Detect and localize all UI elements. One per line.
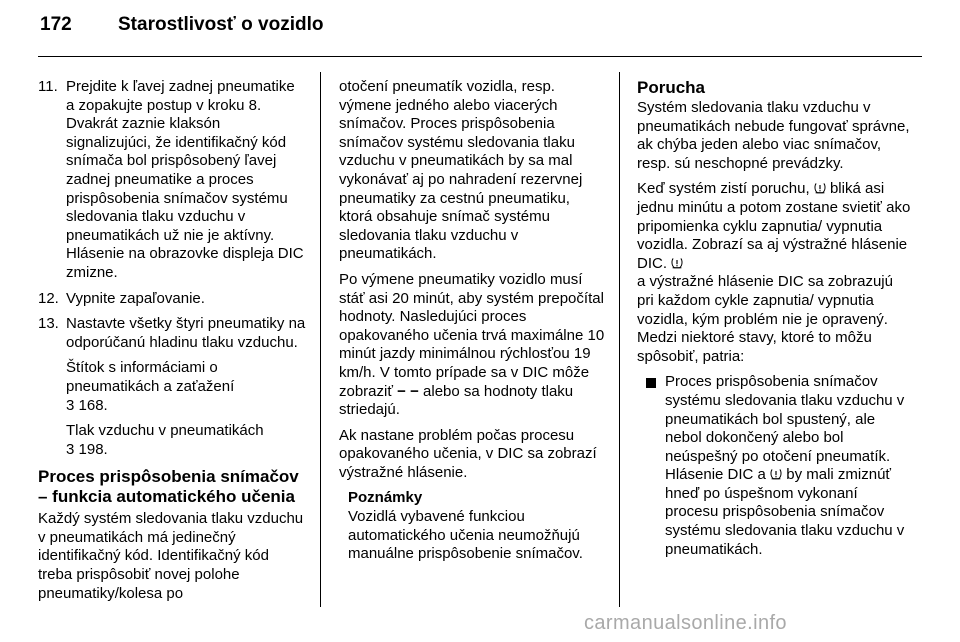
bullet-text (665, 373, 913, 559)
page-header (40, 14, 323, 36)
column-3 (637, 78, 913, 559)
paragraph-part: bliká asi jednu minútu a potom zostane svietiť ako pripomienka cyklu zapnutia/ vypnutia vozidla. Zobrazí sa aj výstražné hlásenie DIC. (637, 180, 911, 272)
cross-reference[interactable] (66, 422, 306, 459)
step-number: 12. (38, 289, 59, 307)
tire-pressure-warning-icon (671, 257, 683, 269)
section-heading: Proces prispôsobenia snímačov – funkcia automatického učenia (38, 467, 299, 507)
section-heading: Porucha (637, 78, 706, 97)
column-1 (38, 78, 306, 610)
paragraph-part: Po výmene pneumatiky vozidlo musí stáť asi 20 minút, aby systém prepočítal hodnoty. Nasledujúci proces opakovaného učenia trvá maximálne 10 minút jazdy minimálnou rýchlosťou 19 km/h. V tomto prípade sa v DIC môže zobraziť (339, 270, 605, 400)
note-text: Vozidlá vybavené funkciou automatického učenia neumožňujú manuálne prispôsobenie snímačov. (348, 508, 583, 563)
page-number: 172 (40, 14, 72, 35)
paragraph: otočení pneumatík vozidla, resp. výmene jedného alebo viacerých snímačov. Proces prispôsobenia snímačov systému sledovania tlaku vzduchu v pneumatikách by sa mal vykonávať aj po nahradení rezervnej pneumatiky za cestnú pneumatiku, ktorá obsahuje snímač systému sledovania tlaku vzduchu v pneumatikách. (339, 78, 583, 263)
tire-pressure-warning-icon (770, 468, 782, 480)
paragraph: Systém sledovania tlaku vzduchu v pneumatikách nebude fungovať správne, ak chýba jeden alebo viac snímačov, resp. sú neschopné prevádzky. (637, 99, 910, 172)
step-text: Vypnite zapaľovanie. (66, 289, 205, 307)
column-divider (619, 72, 620, 607)
reference-page: 198. (78, 440, 108, 458)
column-2 (339, 78, 607, 564)
paragraph (339, 271, 607, 420)
paragraph: Ak nastane problém počas procesu opakovaného učenia, v DIC sa zobrazí výstražné hlásenie. (339, 426, 597, 481)
section-paragraph: Každý systém sledovania tlaku vzduchu v pneumatikách má jedinečný identifikačný kód. Identifikačný kód treba prispôsobiť novej polohe pneumatiky/kolesa po (38, 510, 304, 602)
column-divider (320, 72, 321, 607)
reference-text: Štítok s informáciami o pneumatikách a zaťažení (66, 359, 235, 395)
paragraph (637, 180, 913, 366)
paragraph-part: Keď systém zistí poruchu, (637, 180, 810, 198)
step-number: 13. (38, 315, 59, 333)
bullet-part: by mali zmiznúť hneď po úspešnom vykonaní procesu prispôsobenia snímačov systému sledovania tlaku vzduchu v pneumatikách. (665, 466, 905, 558)
step-item (38, 78, 306, 283)
note-box (348, 489, 607, 563)
step-item (38, 315, 306, 352)
dash-display: − − (397, 382, 419, 400)
step-text: Prejdite k ľavej zadnej pneumatike a zopakujte postup v kroku 8. Dvakrát zaznie klaksón signalizujúci, že identifikačný kód snímača bol prispôsobený ľavej zadnej pneumatike a proces prispôsobenia snímačov systému sledovania tlaku vzduchu v pneumatikách už nie je aktívny. Hlásenie na obrazovke displeja DIC zmizne. (66, 78, 304, 281)
watermark: carmanualsonline.info (584, 612, 787, 634)
bullet-item (644, 373, 913, 559)
step-number: 11. (38, 78, 58, 95)
paragraph-part: alebo sa hodnoty tlaku striedajú. (339, 382, 574, 419)
step-item (38, 290, 306, 309)
paragraph-part: a výstražné hlásenie DIC sa zobrazujú pri každom cykle zapnutia/ vypnutia vozidla, kým problém nie je opravený. Medzi niektoré stavy, ktoré to môžu spôsobiť, patria: (637, 273, 893, 365)
tire-pressure-warning-icon (814, 182, 826, 194)
cross-reference[interactable] (66, 359, 306, 415)
reference-text: Tlak vzduchu v pneumatikách (66, 422, 264, 440)
note-title: Poznámky (348, 489, 423, 507)
page-ref-arrow-icon: 3 (66, 396, 75, 414)
bullet-square-icon (646, 378, 656, 388)
reference-page: 168. (78, 396, 108, 414)
header-rule (38, 56, 922, 57)
page-title: Starostlivosť o vozidlo (118, 14, 324, 35)
bullet-part: Proces prispôsobenia snímačov systému sledovania tlaku vzduchu v pneumatikách bol spustený, ale nebol dokončený alebo bol neúspešný po otočení pneumatík. Hlásenie DIC a (665, 373, 905, 484)
step-text: Nastavte všetky štyri pneumatiky na odporúčanú hladinu tlaku vzduchu. (66, 315, 306, 351)
page-ref-arrow-icon: 3 (66, 440, 75, 458)
